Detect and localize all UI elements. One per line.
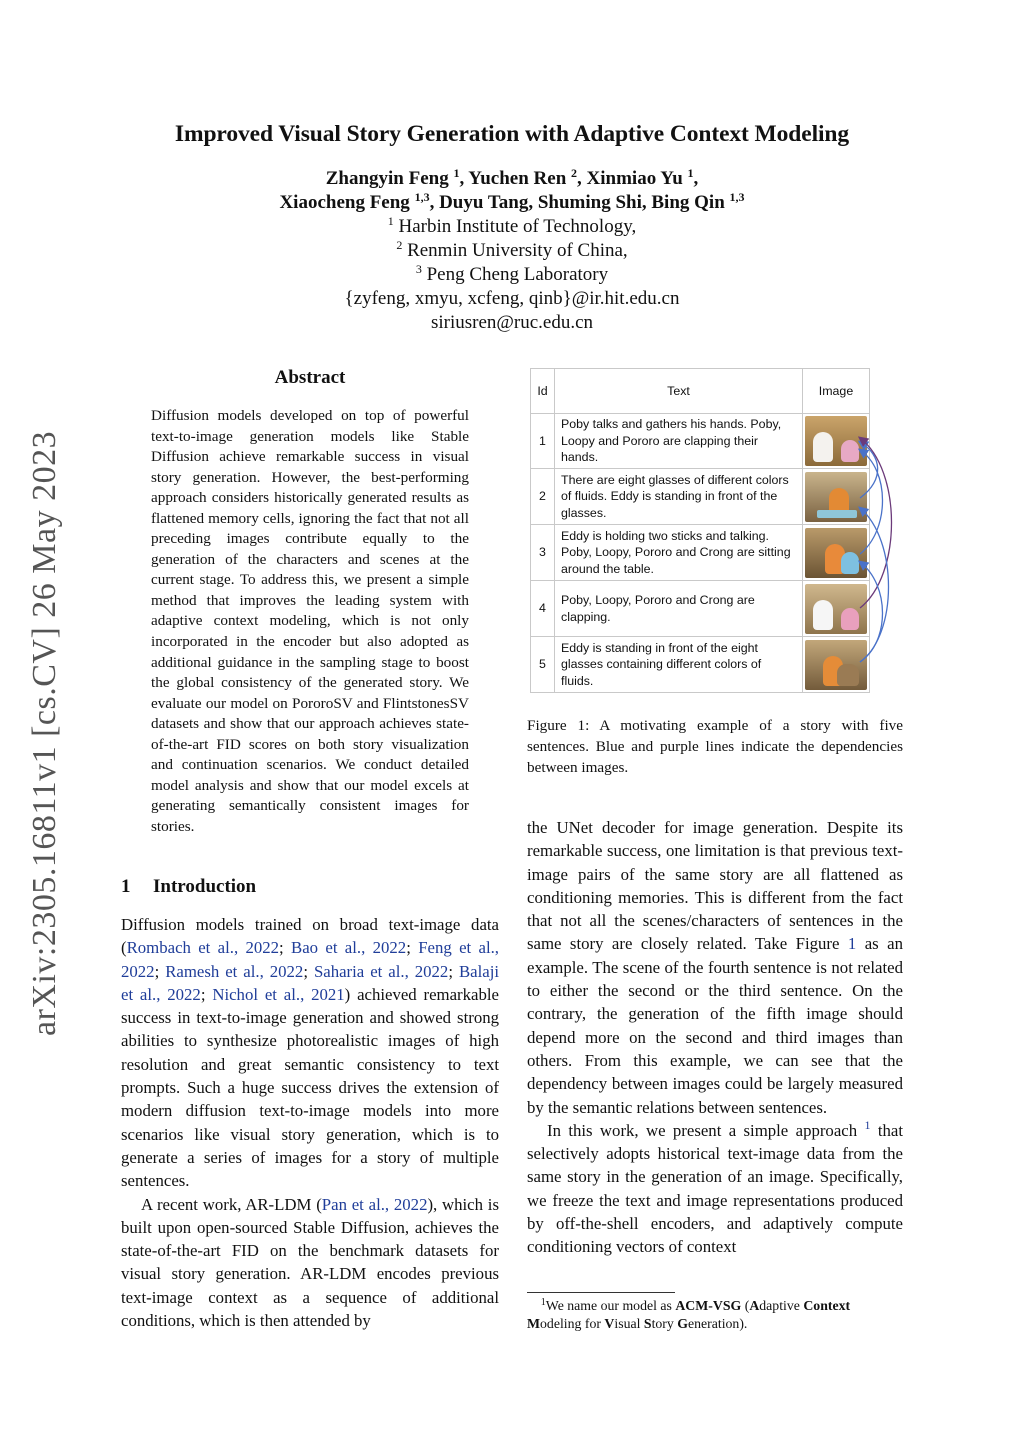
dependency-line-blue [860,562,883,662]
abstract-heading: Abstract [274,367,346,388]
section-heading: 1 Introduction [121,876,257,897]
table-row: 1 Poby talks and gathers his hands. Poby, Loopy and Pororo are clapping their hands. [531,414,870,469]
arxiv-identifier: arXiv:2305.16811v1 [cs.CV] 26 May 2023 [26,430,63,1036]
citation-link[interactable]: Rombach et al., 2022 [126,938,280,958]
citation-link[interactable]: Bao et al., 2022 [291,938,407,958]
author-name: Bing Qin [651,192,725,213]
table-row: 5 Eddy is standing in front of the eight glasses containing different colors of fluids. [531,637,870,693]
citation-link[interactable]: Balaji et al., 2022 [121,961,500,1004]
column-header: Id [531,369,555,414]
column-header: Text [555,369,803,414]
author-line-1: Zhangyin Feng $^1$, Yuchen Ren $^2$, Xinmiao Yu $^1$, [325,166,699,189]
dependency-line-blue [860,442,878,498]
author-name: Yuchen Ren [468,168,567,189]
citation-link[interactable]: Nichol et al., 2021 [212,984,345,1004]
table-row: 3 Eddy is holding two sticks and talking. Poby, Loopy, Pororo and Crong are sitting around the table. [531,525,870,581]
paragraph: Diffusion models trained on broad text-image data (Rombach et al., 2022; Bao et al., 2022; Feng et al., 2022; Ramesh et al., 2022; Saharia et al., 2022; Balaji et al., 2022; Nichol et al., 2021) achieved remarkable success in text-to-image generation and showed strong abilities to synthesize photorealistic images of high resolution and great semantic consistency to text prompts. Such a huge success drives the extension of modern diffusion text-to-image models into more scenarios like visual story generation, which is to generate a series of images for a story of multiple sentences. [121,915,500,1191]
footnote-marker[interactable]: 1 [864,1117,871,1132]
affiliation: $^1$ Harbin Institute of Technology, [387,214,637,237]
author-name: Zhangyin Feng [325,168,449,189]
author-name: Xinmiao Yu [586,168,683,189]
table-row: 2 There are eight glasses of different colors of fluids. Eddy is standing in front of the glasses. [531,469,870,525]
figure-reference-link[interactable]: 1 [847,934,857,954]
table-row: 4 Poby, Loopy, Pororo and Crong are clapping. [531,581,870,637]
affiliation: $^3$ Peng Cheng Laboratory [415,262,609,285]
author-name: Shuming Shi [537,192,642,213]
dependency-arrows [840,410,910,670]
paragraph: A recent work, AR-LDM (Pan et al., 2022), which is built upon open-sourced Stable Diffusion, achieves the state-of-the-art FID on the benchmark datasets for visual story generation. AR-LDM encodes previous text-image context as a sequence of additional conditions, which is then attended by [121,1194,499,1331]
abstract-text: Diffusion models developed on top of powerful text-to-image generation models like Stable Diffusion achieve remarkable success in visual story generation. However, the best-performing approach considers historically generated results as flattened memory cells, ignoring the fact that not all preceding images contribute equally to the generation of the characters and scenes at the current stage. To address this, we present a simple method that improves the leading system with adaptive context modeling, which is not only incorporated in the encoder but also adopted as additional guidance in the sampling stage to boost the global consistency of the generated story. We evaluate our model on PororoSV and FlintstonesSV datasets and show that our approach achieves state-of-the-art FID scores on both story visualization and continuation scenarios. We conduct detailed model analysis and show that our model excels at generating semantically consistent images for stories. [151,407,469,835]
dependency-line-blue [860,450,883,554]
email: siriusren@ruc.edu.cn [430,312,594,333]
column-header: Image [803,369,870,414]
dependency-line-blue [860,508,889,662]
paragraph: the UNet decoder for image generation. Despite its remarkable success, one limitation is that previous text-image pairs of the same story are all flattened as conditioning memories. This is different from the fact that not all the scenes/characters of sentences in the same story are closely related. Take Figure 1 as an example. The scene of the fourth sentence is not related to either the second or the third sentence. On the contrary, the generation of the fifth image should depend more on the second and third images than others. From this example, we can see that the dependency between images could be largely measured by the semantic relations between sentences. [527,818,903,1117]
author-line-2: Xiaocheng Feng $^{1,3}$, Duyu Tang, Shuming Shi, Bing Qin $^{1,3}$ [279,190,745,213]
author-name: Duyu Tang [439,192,529,213]
citation-link[interactable]: Pan et al., 2022 [321,1194,428,1214]
intro-right-column [527,816,903,1259]
footnote: $^1$We name our model as ACM-VSG (Adaptive Context Modeling for Visual Story Generation). [527,1297,851,1331]
citation-link[interactable]: Ramesh et al., 2022 [165,961,304,981]
author-name: Xiaocheng Feng [279,192,410,213]
table-header-row [531,369,870,414]
citation-link[interactable]: Feng et al., 2022 [121,938,499,981]
intro-left-column [121,913,499,1332]
paper-title: Improved Visual Story Generation with Adaptive Context Modeling [174,121,850,147]
affiliation: $^2$ Renmin University of China, [396,238,628,261]
figure-caption: Figure 1: A motivating example of a story with five sentences. Blue and purple lines indicate the dependencies between images. [527,717,903,776]
footnote-rule [527,1292,675,1293]
figure-1-table [530,368,870,693]
citation-link[interactable]: Saharia et al., 2022 [313,961,449,981]
paragraph: In this work, we present a simple approach $^1$ that selectively adopts historical text-image data from the same story in the generation of an image. Specifically, we freeze the text and image representations produced by off-the-shell encoders, and adaptively compute conditioning vectors of context [527,1117,903,1257]
email: {zyfeng, xmyu, xcfeng, qinb}@ir.hit.edu.cn [344,288,680,309]
